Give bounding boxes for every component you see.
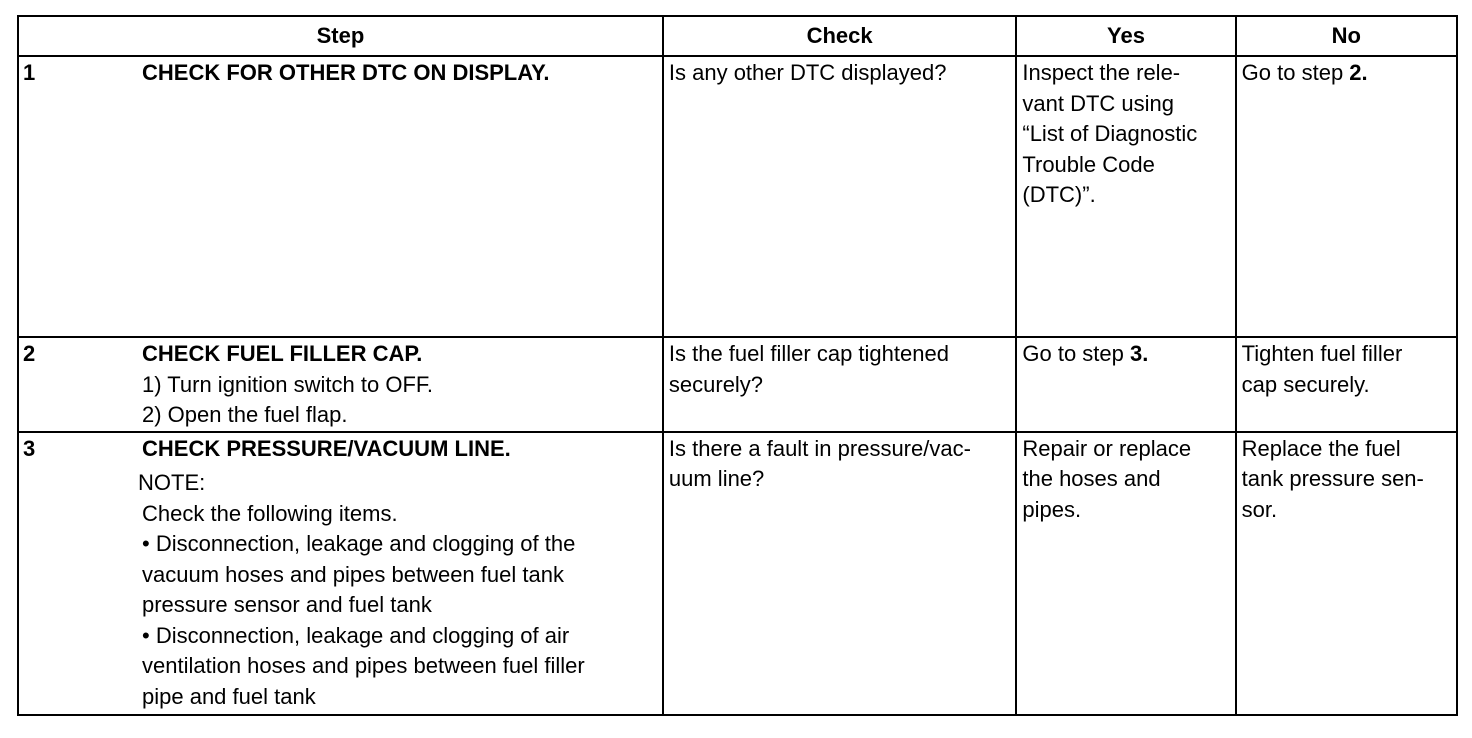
note-line: pressure sensor and fuel tank [142,592,432,617]
check-text: Is any other DTC displayed? [668,60,947,85]
yes-cell [1016,432,1235,715]
step-number: 3 [23,435,36,461]
step-cell [18,56,663,337]
step-title: CHECK PRESSURE/VACUUM LINE. [142,435,511,461]
no-line: cap securely. [1241,371,1370,397]
check-line: Is there a fault in pressure/vac- [668,435,971,461]
check-cell [663,56,1016,337]
table-row [18,432,1457,715]
table-row [18,56,1457,337]
no-cell [1236,432,1457,715]
no-cell [1236,337,1457,432]
check-line: uum line? [668,466,765,491]
note-line: Check the following items. [142,500,398,526]
table-row [18,337,1457,432]
header-no: No [1236,16,1457,56]
substep: 2) Open the fuel flap. [142,402,348,427]
step-cell [18,432,663,715]
step-number: 2 [23,341,36,366]
no-line: sor. [1241,496,1278,522]
yes-line: Repair or replace [1022,435,1192,461]
yes-line: Trouble Code [1022,151,1155,177]
yes-line: pipes. [1022,496,1082,522]
diagnostic-procedure-table [17,15,1458,716]
step-title: CHECK FUEL FILLER CAP. [142,341,423,366]
step-number: 1 [23,60,36,85]
header-step: Step [18,16,663,56]
note-label: NOTE: [138,470,206,495]
note-line: • Disconnection, leakage and clogging of the [142,531,576,556]
yes-cell [1016,337,1235,432]
header-check: Check [663,16,1016,56]
check-line: securely? [668,371,764,397]
yes-line: “List of Diagnostic [1022,121,1198,146]
note-line: • Disconnection, leakage and clogging of air [142,622,570,648]
no-line: Tighten fuel filler [1241,341,1403,366]
check-cell [663,432,1016,715]
step-cell [18,337,663,432]
check-line: Is the fuel filler cap tightened [668,341,949,366]
no-line: tank pressure sen- [1241,466,1424,491]
yes-line: Inspect the rele- [1022,60,1181,85]
note-line: pipe and fuel tank [142,683,316,709]
check-cell [663,337,1016,432]
no-text: Go to step [1241,60,1350,85]
no-step-ref: 2. [1349,60,1368,85]
table-header-row [18,16,1457,56]
note-line: vacuum hoses and pipes between fuel tank [142,561,564,587]
yes-line: the hoses and [1022,466,1161,491]
yes-line: vant DTC using [1022,90,1174,116]
yes-line: (DTC)”. [1022,182,1096,207]
yes-text: Go to step [1022,341,1130,366]
no-cell [1236,56,1457,337]
no-line: Replace the fuel [1241,435,1401,461]
step-title: CHECK FOR OTHER DTC ON DISPLAY. [142,60,550,85]
header-yes: Yes [1016,16,1235,56]
substep: 1) Turn ignition switch to OFF. [142,371,433,397]
yes-cell [1016,56,1235,337]
yes-step-ref: 3. [1130,341,1149,366]
note-line: ventilation hoses and pipes between fuel filler [142,653,585,678]
